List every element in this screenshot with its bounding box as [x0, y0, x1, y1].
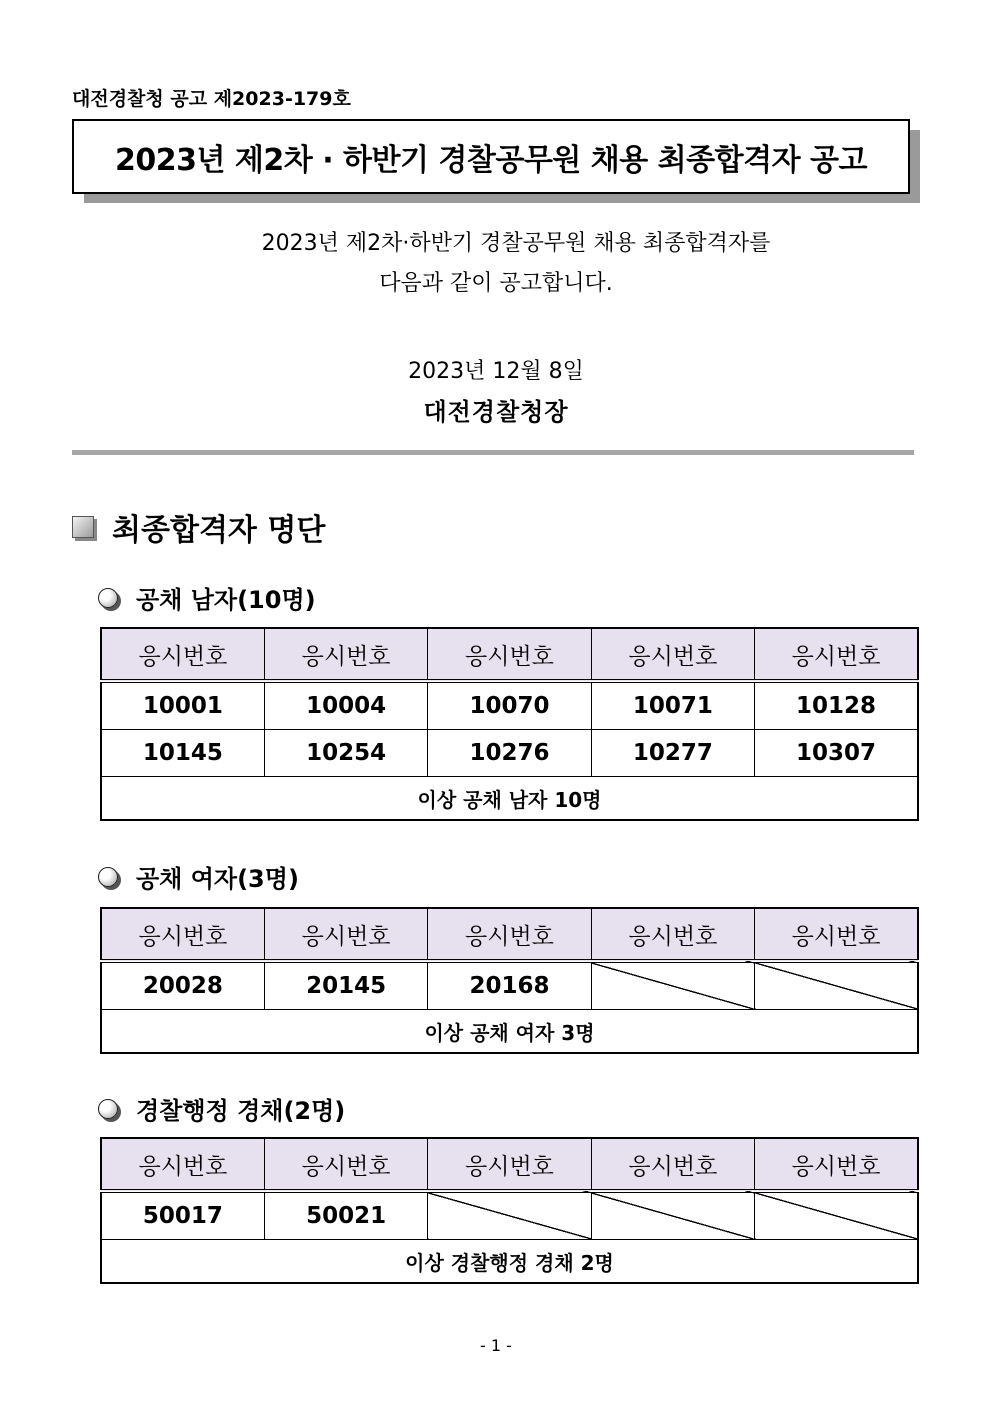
table-row — [101, 730, 918, 777]
exam-number: 50021 — [264, 1191, 427, 1240]
exam-number: 10070 — [428, 681, 591, 730]
roster-table-admin — [100, 1137, 919, 1284]
table-row — [101, 961, 918, 1010]
exam-number: 50017 — [101, 1191, 264, 1240]
empty-cell — [591, 1191, 754, 1240]
notice-number: 대전경찰청 공고 제2023-179호 — [72, 88, 351, 110]
intro-line-1: 2023년 제2차·하반기 경찰공무원 채용 최종합격자를 — [261, 231, 771, 256]
column-header: 응시번호 — [101, 908, 264, 961]
page-number: - 1 - — [480, 1336, 512, 1355]
empty-cell — [428, 1191, 591, 1240]
circle-bullet-icon — [98, 588, 118, 608]
empty-cell — [591, 961, 754, 1010]
group-summary: 이상 공채 남자 10명 — [101, 777, 918, 821]
group-summary: 이상 공채 여자 3명 — [101, 1010, 918, 1054]
exam-number: 20145 — [264, 961, 427, 1010]
page-title: 2023년 제2차 · 하반기 경찰공무원 채용 최종합격자 공고 — [72, 119, 910, 194]
section-heading — [72, 505, 325, 549]
group-heading-admin — [98, 1091, 345, 1126]
intro-line-2: 다음과 같이 공고합니다. — [379, 271, 613, 296]
group-heading-label: 공채 남자(10명) — [136, 586, 316, 614]
column-header: 응시번호 — [755, 628, 918, 681]
exam-number: 10307 — [755, 730, 918, 777]
empty-cell — [755, 961, 918, 1010]
square-bullet-icon — [72, 516, 94, 538]
column-header: 응시번호 — [101, 1138, 264, 1191]
roster-table-female — [100, 907, 919, 1054]
exam-number: 10001 — [101, 681, 264, 730]
section-title: 최종합격자 명단 — [112, 513, 326, 548]
column-header: 응시번호 — [755, 908, 918, 961]
exam-number: 10004 — [264, 681, 427, 730]
column-header: 응시번호 — [755, 1138, 918, 1191]
roster-table-male — [100, 627, 919, 821]
empty-cell — [755, 1191, 918, 1240]
column-header: 응시번호 — [101, 628, 264, 681]
table-row — [101, 681, 918, 730]
exam-number: 20168 — [428, 961, 591, 1010]
exam-number: 20028 — [101, 961, 264, 1010]
column-header: 응시번호 — [428, 628, 591, 681]
column-header: 응시번호 — [591, 628, 754, 681]
divider — [72, 450, 914, 455]
group-summary: 이상 경찰행정 경채 2명 — [101, 1240, 918, 1284]
table-row — [101, 1191, 918, 1240]
exam-number: 10145 — [101, 730, 264, 777]
column-header: 응시번호 — [264, 908, 427, 961]
exam-number: 10277 — [591, 730, 754, 777]
column-header: 응시번호 — [428, 908, 591, 961]
exam-number: 10276 — [428, 730, 591, 777]
column-header: 응시번호 — [264, 1138, 427, 1191]
circle-bullet-icon — [98, 1099, 118, 1119]
column-header: 응시번호 — [428, 1138, 591, 1191]
circle-bullet-icon — [98, 867, 118, 887]
column-header: 응시번호 — [264, 628, 427, 681]
group-heading-male — [98, 580, 316, 615]
exam-number: 10071 — [591, 681, 754, 730]
group-heading-female — [98, 859, 299, 894]
announcement-date: 2023년 12월 8일 — [408, 359, 584, 384]
exam-number: 10128 — [755, 681, 918, 730]
column-header: 응시번호 — [591, 908, 754, 961]
issuer: 대전경찰청장 — [423, 398, 569, 426]
column-header: 응시번호 — [591, 1138, 754, 1191]
exam-number: 10254 — [264, 730, 427, 777]
group-heading-label: 경찰행정 경채(2명) — [136, 1097, 346, 1125]
group-heading-label: 공채 여자(3명) — [136, 865, 299, 893]
